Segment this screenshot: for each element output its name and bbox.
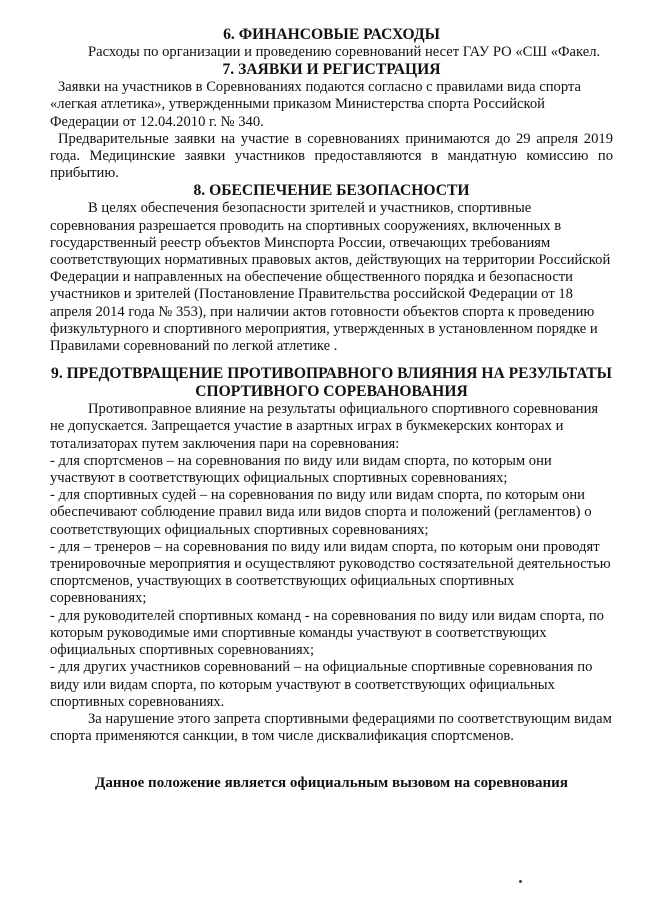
section-9-heading-line-2: СПОРТИВНОГО СОРЕВАНОВАНИЯ	[195, 383, 468, 401]
closing-statement: Данное положение является официальным вызовом на соревнования	[95, 775, 568, 792]
list-item: - для руководителей спортивных команд - на соревнования по виду или видам спорта, по которым руководимые ими спортивные команды участвуют в соответствующих официальных спортивных соревнованиях;	[50, 607, 604, 659]
list-item: - для других участников соревнований – на официальные спортивные соревнования по виду или видам спорта, по которым участвуют в соответствующих официальных спортивных соревнованиях.	[50, 659, 593, 710]
section-9-sanctions: За нарушение этого запрета спортивными федерациями по соответствующим видам спорта применяются санкции, в том числе дисквалификация спортсменов.	[50, 710, 612, 745]
list-item: - для – тренеров – на соревнования по виду или видам спорта, по которым они проводят тренировочные мероприятия и осуществляют руководство состязательной деятельностью спортсменов, участвующих в соответствующих официальных спортивных соревнованиях;	[50, 538, 611, 607]
section-8	[50, 182, 613, 355]
section-9-intro: Противоправное влияние на результаты официального спортивного соревнования не допускается. Запрещается участие в азартных играх в букмекерских конторах и тотализаторах путем заключения пари на соревнования:	[50, 401, 599, 452]
section-6-heading: 6. ФИНАНСОВЫЕ РАСХОДЫ	[223, 26, 440, 43]
section-8-heading: 8. ОБЕСПЕЧЕНИЕ БЕЗОПАСНОСТИ	[193, 182, 470, 200]
section-6-text: Расходы по организации и проведению соревнований несет ГАУ РО «СШ «Факел.	[88, 44, 601, 60]
section-7-paragraph-1: Заявки на участников в Соревнованиях подаются согласно с правилами вида спорта «легкая атлетика», утвержденными приказом Министерства спорта Российской Федерации от 12.04.2010 г. № 340.	[50, 79, 581, 130]
section-7-paragraph-2: Предварительные заявки на участие в соревнованиях принимаются до 29 апреля 2019 года. Медицинские заявки участников предоставляются в мандатную комиссию по прибытию.	[50, 130, 613, 182]
section-9-heading-line-1: 9. ПРЕДОТВРАЩЕНИЕ ПРОТИВОПРАВНОГО ВЛИЯНИЯ НА РЕЗУЛЬТАТЫ	[51, 365, 612, 383]
section-7-heading: 7. ЗАЯВКИ И РЕГИСТРАЦИЯ	[222, 61, 441, 79]
scan-speck	[519, 880, 522, 883]
list-item: - для спортсменов – на соревнования по виду или видам спорта, по которым они участвуют в соответствующих официальных спортивных соревнованиях;	[50, 452, 552, 487]
section-8-text: В целях обеспечения безопасности зрителей и участников, спортивные соревнования разрешается проводить на спортивных сооружениях, включенных в государственный реестр объектов Минспорта России, отвечающих требованиям соответствующих нормативных правовых актов, действующих на территории Российской Федерации и направленных на обеспечение общественного порядка и безопасности участников и зрителей (Постановление Правительства российской Федерации от 18 апреля 2014 года № 353), при наличии актов готовности объектов спорта к проведению физкультурного и спортивного мероприятия, утвержденных в установленном порядке и Правилами соревнований по легкой атлетике .	[50, 200, 611, 355]
section-9	[50, 365, 613, 745]
section-6	[50, 26, 613, 61]
list-item: - для спортивных судей – на соревнования по виду или видам спорта, по которым они обеспечивают соблюдение правил вида или видов спорта и положений (регламентов) о соответствующих официальных спортивных соревнованиях;	[50, 487, 592, 538]
section-7	[50, 61, 613, 182]
